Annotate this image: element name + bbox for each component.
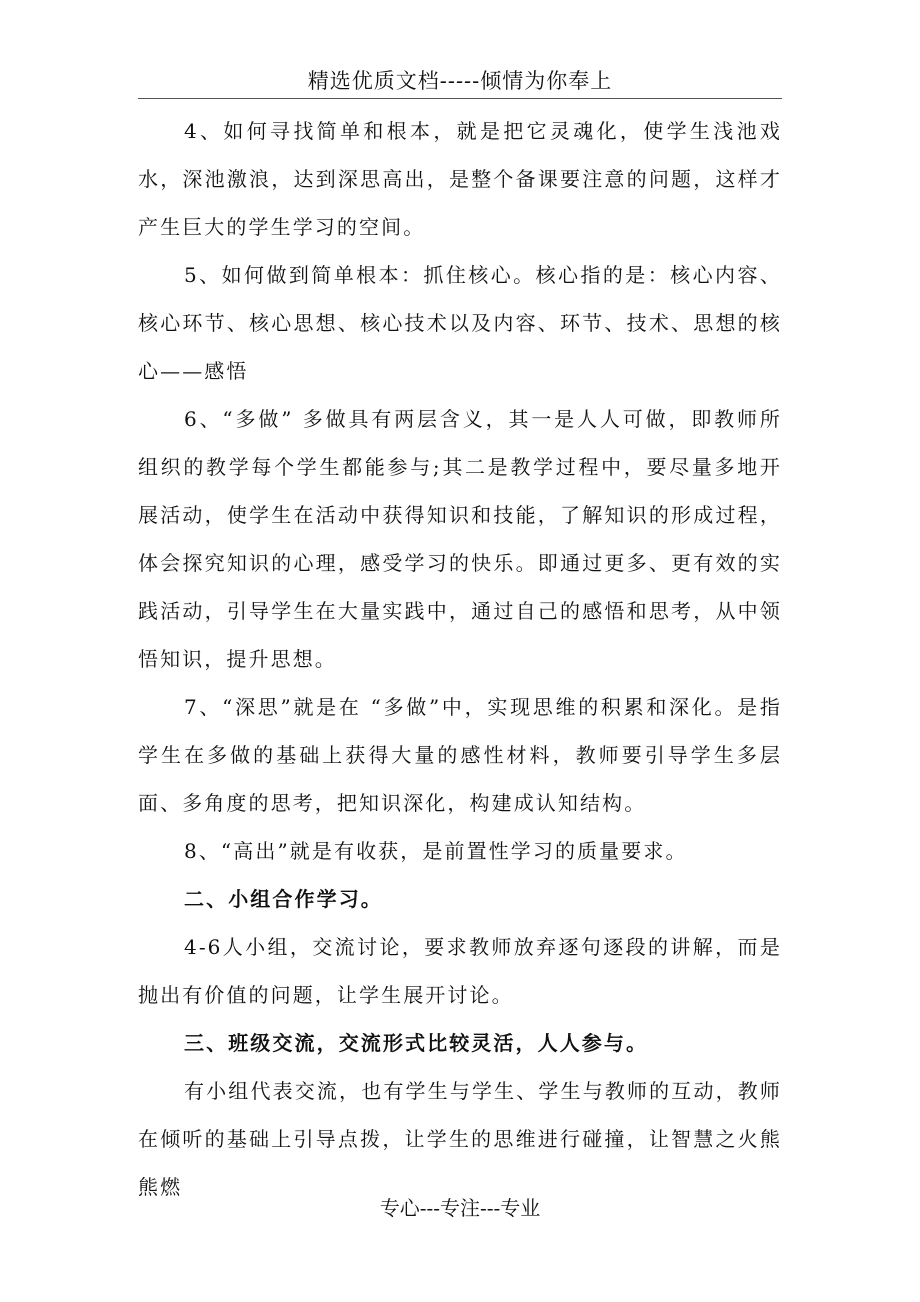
section-heading-class-exchange: 三、班级交流，交流形式比较灵活，人人参与。 — [184, 1031, 649, 1055]
section-heading-group-study: 二、小组合作学习。 — [184, 887, 383, 911]
page-header: 精选优质文档-----倾情为你奉上 — [307, 69, 613, 93]
document-body — [138, 107, 782, 1211]
page-footer: 专心---专注---专业 — [379, 1196, 541, 1220]
paragraph-5: 5、如何做到简单根本：抓住核心。核心指的是：核心内容、核心环节、核心思想、核心技术以及内容、环节、技术、思想的核心——感悟 — [138, 263, 782, 383]
paragraph-4: 4、如何寻找简单和根本，就是把它灵魂化，使学生浅池戏水，深池激浪，达到深思高出，是整个备课要注意的问题，这样才产生巨大的学生学习的空间。 — [138, 119, 782, 239]
header-divider — [138, 98, 782, 99]
paragraph-7: 7、“深思”就是在 “多做”中，实现思维的积累和深化。是指学生在多做的基础上获得大量的感性材料，教师要引导学生多层面、多角度的思考，把知识深化，构建成认知结构。 — [138, 695, 782, 815]
paragraph-group-study: 4-6人小组，交流讨论，要求教师放弃逐句逐段的讲解，而是抛出有价值的问题，让学生展开讨论。 — [138, 935, 782, 1007]
paragraph-6: 6、“多做” 多做具有两层含义，其一是人人可做，即教师所组织的教学每个学生都能参与;其二是教学过程中，要尽量多地开展活动，使学生在活动中获得知识和技能，了解知识的形成过程，体会探究知识的心理，感受学习的快乐。即通过更多、更有效的实践活动，引导学生在大量实践中，通过自己的感悟和思考，从中领悟知识，提升思想。 — [138, 407, 782, 671]
paragraph-class-exchange: 有小组代表交流，也有学生与学生、学生与教师的互动，教师在倾听的基础上引导点拨，让学生的思维进行碰撞，让智慧之火熊熊燃 — [138, 1079, 782, 1199]
paragraph-8: 8、“高出”就是有收获，是前置性学习的质量要求。 — [184, 839, 688, 863]
